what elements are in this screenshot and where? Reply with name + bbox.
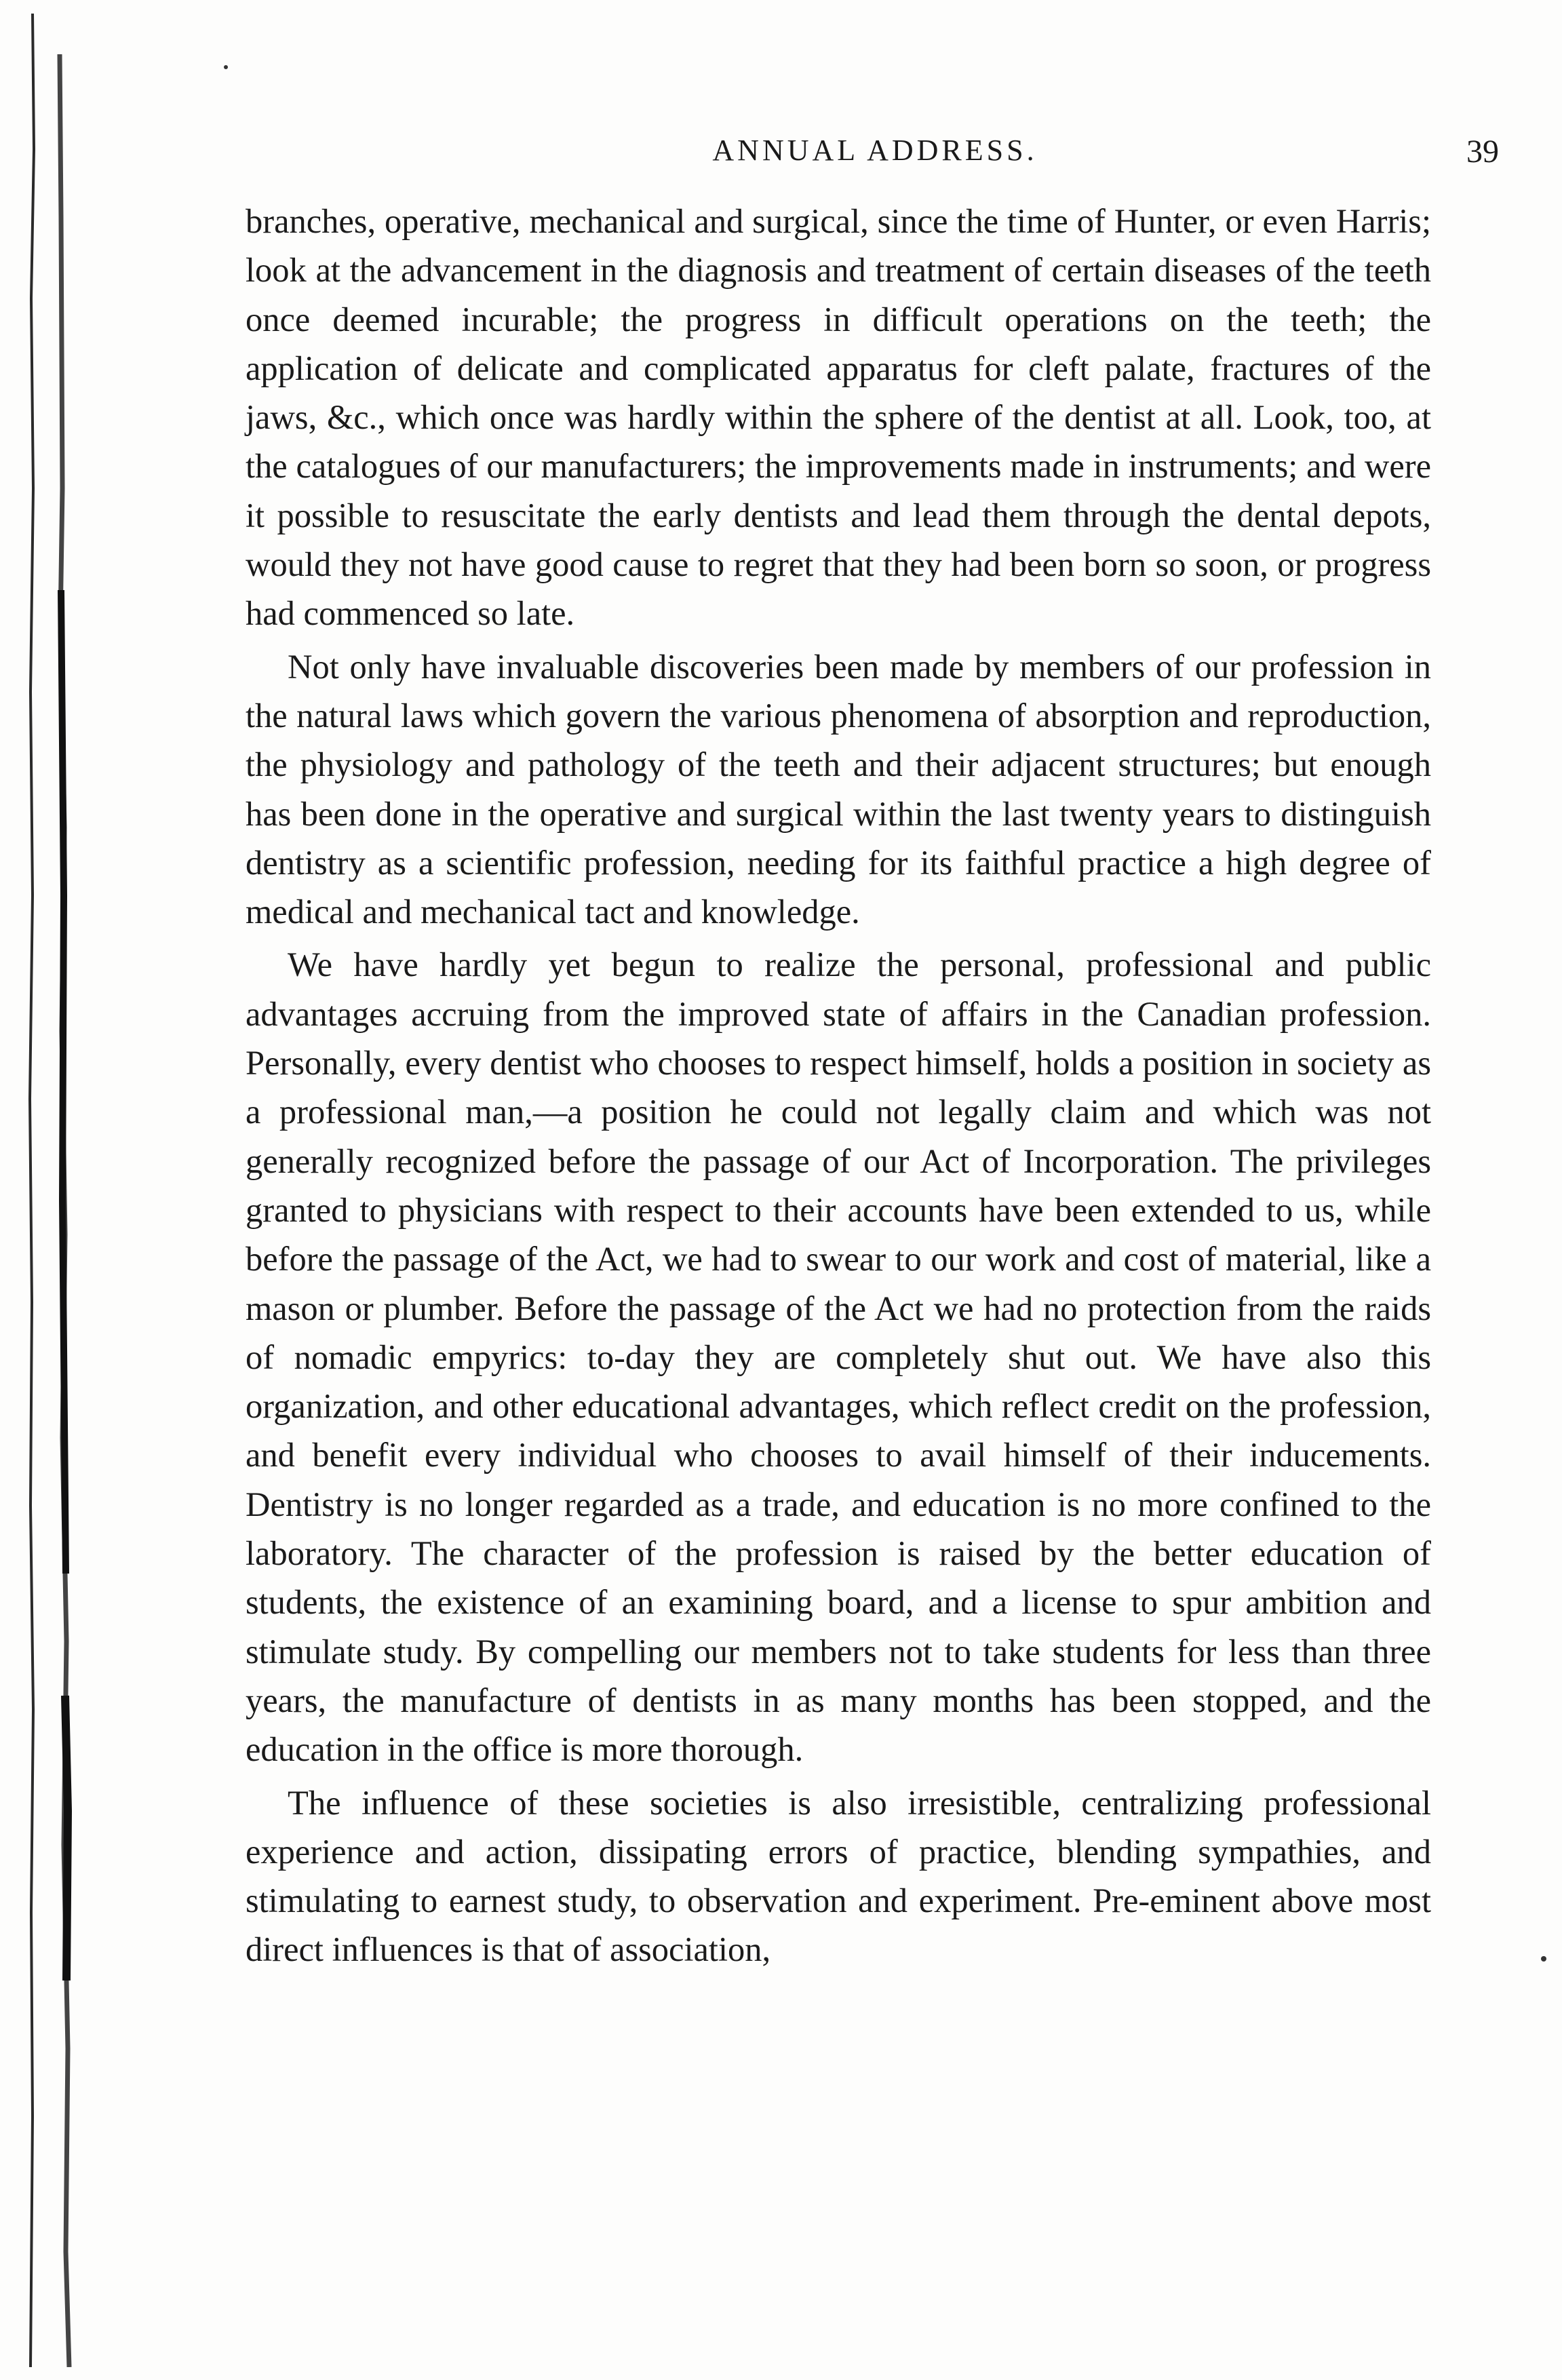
scan-speck (224, 65, 228, 69)
paragraph-4: The influence of these societies is also irresistible, centralizing professional experience and action, dissipating errors of practice, blending sympathies, and stimulating to earnest study, to observation and experiment. Pre-eminent above most direct influences is that of association, (246, 1783, 1431, 1969)
page-number: 39 (1466, 134, 1499, 170)
running-head (244, 133, 1506, 180)
binding-edge-shadow (27, 14, 75, 2367)
paragraph-3: We have hardly yet begun to realize the personal, professional and public advantages accruing from the improved state of affairs in the Canadian profession. Personally, every dentist who chooses to respect himself, holds a position in society as a professional man,—a position he could not legally claim and which was not generally recognized before the passage of our Act of Incorporation. The privileges granted to physicians with respect to their accounts have been extended to us, while before the passage of the Act, we had to swear to our work and cost of material, like a mason or plumber. Before the passage of the Act we had no protection from the raids of nomadic empyrics: to-day they are completely shut out. We have also this organization, and other educational advantages, which reflect credit on the profession, and benefit every individual who chooses to avail himself of their inducements. Dentistry is no longer regarded as a trade, and education is no more confined to the laboratory. The character of the profession is raised by the better education of students, the existence of an examining board, and a license to spur ambition and stimulate study. By compelling our members not to take students for less than three years, the manufacture of dentists in as many months has been stopped, and the education in the office is more thorough. (246, 945, 1431, 1769)
body-text (246, 197, 1431, 1974)
paragraph-2: Not only have invaluable discoveries been made by members of our profession in the natural laws which govern the various phenomena of absorption and reproduction, the physiology and pathology of the teeth and their adjacent structures; but enough has been done in the operative and surgical within the last twenty years to distinguish dentistry as a scientific profession, needing for its faithful practice a high degree of medical and mechanical tact and knowledge. (246, 647, 1431, 931)
scan-speck (1541, 1956, 1546, 1962)
paragraph-1: branches, operative, mechanical and surgical, since the time of Hunter, or even Harris; look at the advancement in the diagnosis and treatment of certain diseases of the teeth once deemed incurable; the progress in difficult operations on the teeth; the application of delicate and complicated apparatus for cleft palate, fractures of the jaws, &c., which once was hardly within the sphere of the dentist at all. Look, too, at the catalogues of our manufacturers; the improvements made in instruments; and were it possible to resuscitate the early dentists and lead them through the dental depots, would they not have good cause to regret that they had been born so soon, or progress had commenced so late. (246, 202, 1431, 633)
running-title: ANNUAL ADDRESS. (712, 134, 1038, 167)
